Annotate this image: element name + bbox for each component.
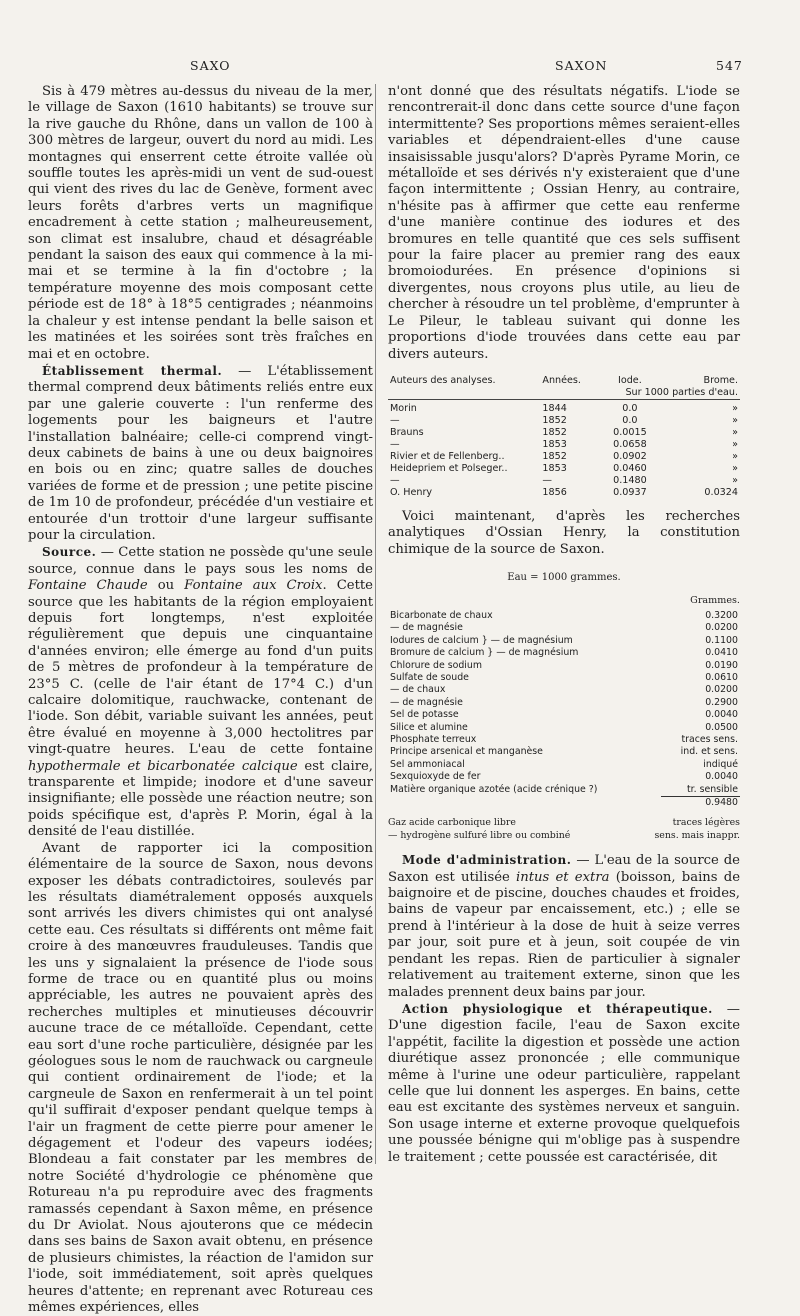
continuation-paragraph: n'ont donné que des résultats négatifs. L'iode se rencontrerait-il donc dans cette source d'une façon intermittente? Ses proportions mêmes seraient-elles variables et dépendraient-elles d'une cause insaisissable jusqu'alors? D'après Pyrame Morin, ce métalloïde et ses dérivés n'y existeraient que d'une façon intermittente ; Ossian Henry, au contraire, n'hésite pas à affirmer que cette eau renferme d'une manière continue des iodures et des bromures en telle quantité que ces sels suffisent pour la faire placer au premier rang des eaux bromoiodurées. En présence d'opinions si divergentes, nous croyons plus utile, au lieu de chercher à résoudre un tel problème, d'emprunter à Le Pileur, le tableau suivant qui donne les proportions d'iode trouvées dans cette eau par divers auteurs. (388, 84, 740, 362)
composition-unit: Grammes. (690, 594, 740, 606)
composition-row: — de chaux 0.0200 (390, 684, 738, 696)
composition-row: Iodures de calcium } — de magnésium 0.1100 (390, 634, 738, 646)
analysis-row: Brauns 1852 0.0015 » (390, 426, 738, 438)
composition-row: Sel de potasse 0.0040 (390, 709, 738, 721)
analysis-row: Rivier et de Fellenberg.. 1852 0.0902 » (390, 450, 738, 462)
analysis-row: — — 0.1480 » (390, 474, 738, 486)
composition-row: Sulfate de soude 0.0610 (390, 671, 738, 683)
administration-heading: Mode d'administration. (402, 853, 572, 868)
etablissement-paragraph: Établissement thermal. — L'établissement thermal comprend deux bâtiments reliés entre eux par une galerie couverte : l'un renferme des logements pour les baigneurs et l'autre l'installation balnéaire; celle-ci comprend vingt-deux cabinets de bains à une ou deux baignoires en bois ou en zinc; quatre salles de douches variées de forme et de pression ; une petite piscine de 1m 10 de profondeur, précédée d'un vestiaire et entourée d'un trottoir d'une largeur suffisante pour la circulation. (28, 363, 373, 543)
running-header-left: SAXO (190, 58, 231, 73)
debate-paragraph: Avant de rapporter ici la composition élémentaire de la source de Saxon, nous devons exposer les débats contradictoires, soulevés par les résultats diamétralement opposés auxquels sont arrivés les divers chimistes qui ont analysé cette eau. Ces résultats si différents ont même fait croire à des manœuvres frauduleuses. Tandis que les uns y signalaient la présence de l'iode sous forme de trace ou en quantité plus ou moins appréciable, les autres ne pouvaient après des recherches multiples et minutieuses découvrir aucune trace de ce métalloïde. Cependant, cette eau sort d'une roche particulière, désignée par les géologues sous le nom de rauchwack ou cargneule qui contient ordinairement de l'iode; et la cargneule de Saxon en renfermerait à un tel point qu'il suffirait d'exposer pendant quelque temps à l'air un fragment de cette pierre pour amener le dégagement et l'odeur des vapeurs iodées; Blondeau a fait constater par les membres de notre Société d'hydrologie ce phénomène que Rotureau n'a pu reproduire avec des fragments ramassés cependant à Saxon même, en présence du Dr Aviolat. Nous ajouterons que ce médecin dans ses bains de Saxon avait obtenu, en présence de plusieurs chimistes, la réaction de l'amidon sur l'iode, soit immédiatement, soit après quelques heures d'attente; en reprenant avec Rotureau ces mêmes expériences, elles (28, 840, 373, 1316)
composition-row: Sexquioxyde de fer 0.0040 (390, 771, 738, 783)
composition-table (388, 610, 740, 810)
intro-paragraph: Sis à 479 mètres au-dessus du niveau de la mer, le village de Saxon (1610 habitants) se trouve sur la rive gauche du Rhône, dans un vallon de 100 à 300 mètres de largeur, ouvert du nord au midi. Les montagnes qui enserrent cette étroite vallée où souffle toutes les après-midi un vent de sud-ouest qui vient des rives du lac de Genève, forment avec leurs forêts d'arbres verts un magnifique encadrement à cette station ; malheureusement, son climat est insalubre, chaud et désagréable pendant la saison des eaux qui commence à la mi-mai et se termine à la fin d'octobre ; la température moyenne des mois composant cette période est de 18° à 18°5 centigrades ; néanmoins la chaleur y est intense pendant la belle saison et les matinées et les soirées sont très fraîches en mai et en octobre. (28, 84, 373, 362)
composition-title: Eau = 1000 grammes. (507, 572, 621, 584)
col-iode-header: Iode. (618, 374, 642, 386)
gas-row: Gaz acide carbonique libre traces légères (388, 817, 740, 829)
page-number: 547 (716, 58, 743, 73)
col-year-header: Années. (542, 374, 581, 386)
iodine-analyses-table (388, 375, 740, 499)
composition-row: Bromure de calcium } — de magnésium 0.0410 (390, 647, 738, 659)
column-divider (375, 84, 376, 1164)
source-heading: Source. (42, 545, 97, 560)
analysis-row: Morin 1844 0.0 » (390, 402, 738, 414)
composition-row: Chlorure de sodium 0.0190 (390, 659, 738, 671)
action-paragraph: Action physiologique et thérapeutique. — D'une digestion facile, l'eau de Saxon excite l'appétit, facilite la digestion et possède une action diurétique assez prononcée ; elle communique même à l'urine une odeur particulière, rappelant celle que lui donnent les asperges. En bains, cette eau est excitante des systèmes nerveux et sanguin. Son usage interne et externe provoque quelquefois une poussée bénigne qui m'oblige pas à suspendre le traitement ; cette poussée est caractérisée, dit (388, 1001, 740, 1165)
composition-row: Silice et alumine 0.0500 (390, 721, 738, 733)
composition-row: — de magnésie 0.2900 (390, 696, 738, 708)
composition-row: — de magnésie 0.0200 (390, 622, 738, 634)
analysis-row: Heidepriem et Polseger.. 1853 0.0460 » (390, 462, 738, 474)
col-author-header: Auteurs des analyses. (390, 374, 496, 386)
administration-paragraph: Mode d'administration. — L'eau de la source de Saxon est utilisée intus et extra (boisson, bains de baignoire et de piscine, douches chaudes et froides, bains de vapeur par encaissement, etc.) ; elle se prend à l'intérieur à la dose de huit à seize verres par jour, soit pure et à jeun, soit coupée de vin pendant les repas. Rien de particulier à signaler relativement au traitement externe, sinon que les malades prennent deux bains par jour. (388, 853, 740, 1000)
composition-row: Matière organique azotée (acide crénique ?) tr. sensible (390, 783, 738, 795)
source-paragraph: Source. — Cette station ne possède qu'une seule source, connue dans le pays sous les noms de Fontaine Chaude ou Fontaine aux Croix. Cette source que les habitants de la région employaient depuis fort longtemps, n'est exploitée régulièrement que depuis une cinquantaine d'années environ; elle émerge au fond d'un puits de 5 mètres de profondeur à la température de 23°5 C. (celle de l'air étant de 17°4 C.) d'un calcaire dolomitique, rauchwacke, contenant de l'iode. Son débit, variable suivant les années, peut être évalué en moyenne à 3,000 hectolitres par vingt-quatre heures. L'eau de cette fontaine hypothermale et bicarbonatée calcique est claire, transparente et limpide; inodore et d'une saveur insignifiante; elle possède une réaction neutre; son poids spécifique est, d'après P. Morin, égal à la densité de l'eau distillée. (28, 545, 373, 840)
right-column (388, 84, 740, 1166)
gas-row: — hydrogène sulfuré libre ou combiné sens. mais inappr. (388, 829, 740, 841)
composition-total: 0.9480 (661, 797, 740, 810)
unit-header: Sur 1000 parties d'eau. (625, 386, 738, 398)
running-header-right: SAXON (555, 58, 608, 73)
composition-intro: Voici maintenant, d'après les recherches analytiques d'Ossian Henry, la constitution chimique de la source de Saxon. (388, 508, 740, 557)
composition-row: Principe arsenical et manganèse ind. et sens. (390, 746, 738, 758)
etablissement-heading: Établissement thermal. (42, 363, 223, 378)
action-heading: Action physiologique et thérapeutique. (402, 1001, 713, 1016)
analysis-row: — 1852 0.0 » (390, 414, 738, 426)
analysis-row: O. Henry 1856 0.0937 0.0324 (390, 486, 738, 498)
gas-list (388, 817, 740, 842)
analysis-row: — 1853 0.0658 » (390, 438, 738, 450)
left-column (28, 84, 373, 1316)
composition-row: Phosphate terreux traces sens. (390, 734, 738, 745)
composition-row: Sel ammoniacal indiqué (390, 758, 738, 770)
composition-row: Bicarbonate de chaux 0.3200 (390, 609, 738, 621)
col-brome-header: Brome. (703, 374, 738, 386)
